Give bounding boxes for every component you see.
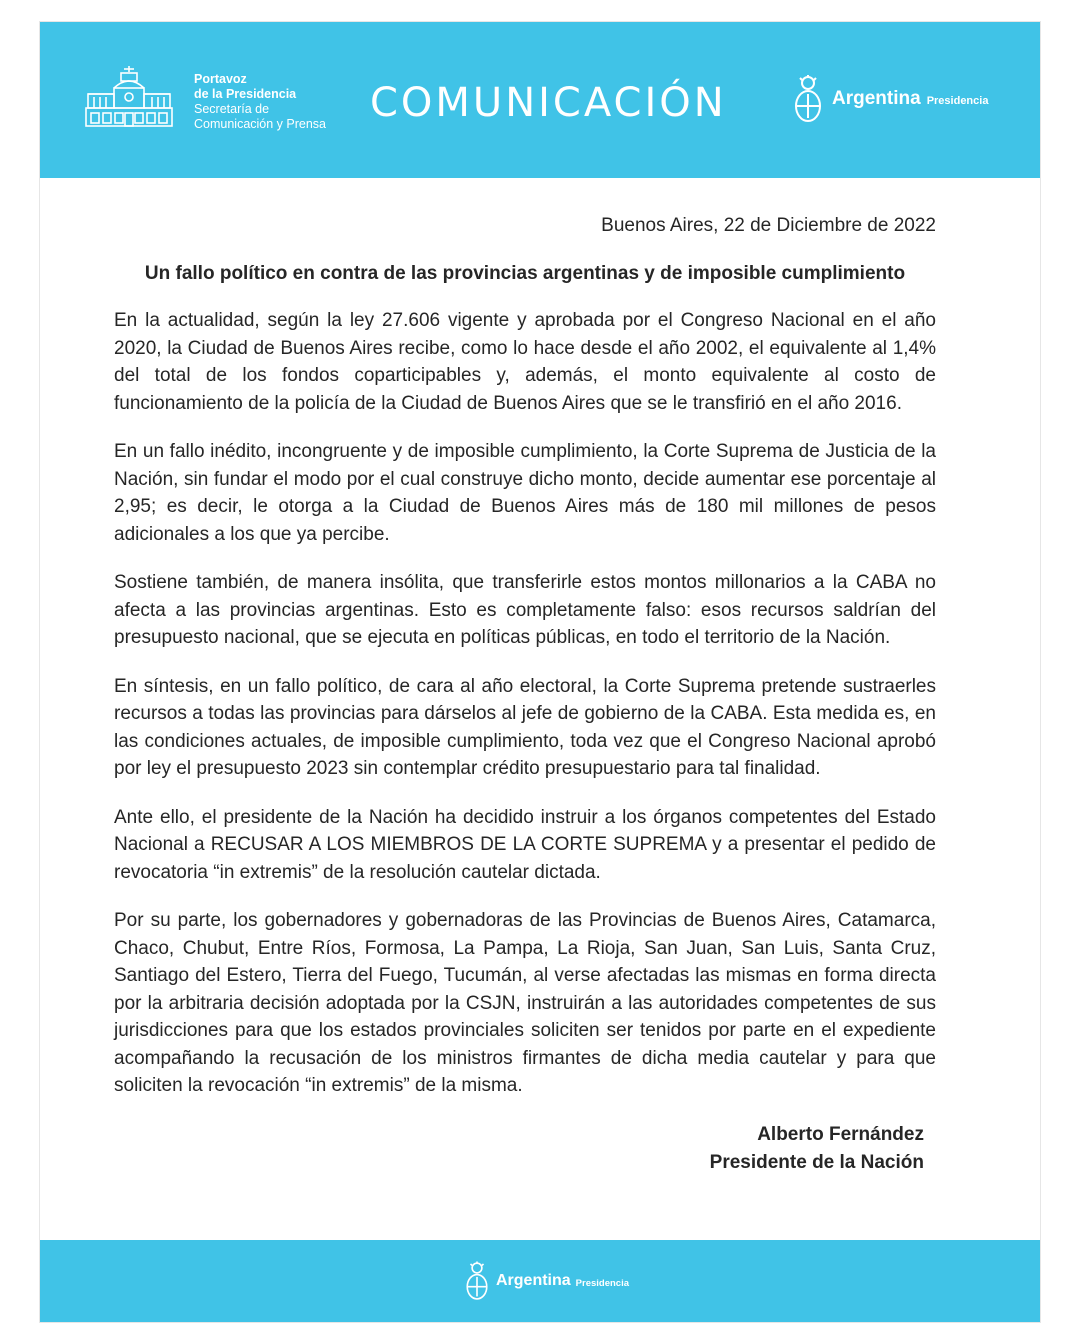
- portavoz-line-1: Portavoz: [194, 72, 247, 86]
- footer-logo-word: Argentina: [496, 1272, 571, 1289]
- document-title: Un fallo político en contra de las provincias argentinas y de imposible cumplimiento: [144, 262, 906, 284]
- paragraph-4: En síntesis, en un fallo político, de cara al año electoral, la Corte Suprema pretende sustraerles recursos a todas las provincias para dárselos al jefe de gobierno de la CABA. Esta medida es, en las condiciones actuales, de imposible cumplimiento, toda vez que el Congreso Nacional aprobó por ley el presupuesto 2023 sin contemplar crédito presupuestario para tal finalidad.: [114, 675, 936, 779]
- logo-word: Argentina: [832, 88, 921, 109]
- portavoz-line-2: de la Presidencia: [194, 87, 297, 101]
- footer-logo-sub: Presidencia: [575, 1277, 630, 1289]
- header-banner: [40, 22, 1040, 178]
- argentina-logo: [792, 72, 988, 126]
- footer-banner: [40, 1240, 1040, 1322]
- press-release-page: [40, 22, 1040, 1322]
- paragraph-2: En un fallo inédito, incongruente y de imposible cumplimiento, la Corte Suprema de Justicia de la Nación, sin fundar el modo por el cual construye dicho monto, decide aumentar ese porcentaje al 2,95; es decir, le otorga a la Ciudad de Buenos Aires más de 180 mil millones de pesos adicionales a los que ya percibe.: [114, 441, 936, 545]
- footer-escudo-icon: [464, 1260, 490, 1302]
- paragraph-3: Sostiene también, de manera insólita, que transferirle estos montos millonarios a la CABA no afecta a las provincias argentinas. Esto es completamente falso: esos recursos saldrían del presupuesto nacional, que se ejecuta en políticas públicas, en todo el territorio de la Nación.: [114, 572, 936, 648]
- logo-sub: Presidencia: [926, 95, 989, 107]
- paragraph-6: Por su parte, los gobernadores y gobernadoras de las Provincias de Buenos Aires, Catamarca, Chaco, Chubut, Entre Ríos, Formosa, La Pampa, La Rioja, San Juan, San Luis, Santa Cruz, Santiago del Estero, Tierra del Fuego, Tucumán, al verse afectadas las mismas en forma directa por la arbitraria decisión adoptada por la CSJN, instruirán a las autoridades competentes de sus jurisdicciones para que los estados provinciales soliciten ser tenidos por parte en el expediente acompañando la recusación de los ministros firmantes de dicha media cautelar y para que soliciten la revocación “in extremis” de la misma.: [114, 910, 936, 1096]
- portavoz-line-4: Comunicación y Prensa: [194, 117, 327, 131]
- escudo-icon: [792, 74, 824, 124]
- signature-block: [114, 1121, 936, 1177]
- header-title: COMUNICACIÓN: [370, 80, 727, 126]
- casa-rosada-icon: [84, 64, 174, 130]
- signature-role: Presidente de la Nación: [709, 1151, 924, 1173]
- signature-name: Alberto Fernández: [757, 1123, 924, 1145]
- paragraph-5: Ante ello, el presidente de la Nación ha decidido instruir a los órganos competentes del Estado Nacional a RECUSAR A LOS MIEMBROS DE LA CORTE SUPREMA y a presentar el pedido de revocatoria “in extremis” de la resolución cautelar dictada.: [114, 806, 936, 883]
- portavoz-line-3: Secretaría de: [194, 102, 270, 116]
- portavoz-label: [194, 72, 326, 132]
- footer-argentina-logo: [464, 1258, 629, 1304]
- paragraph-1: En la actualidad, según la ley 27.606 vigente y aprobada por el Congreso Nacional en el año 2020, la Ciudad de Buenos Aires recibe, como lo hace desde el año 2002, el equivalente al 1,4% del total de los fondos coparticipables y, además, el monto equivalente al costo de funcionamiento de la policía de la Ciudad de Buenos Aires que se le transfirió en el año 2016.: [114, 310, 936, 414]
- document-date: Buenos Aires, 22 de Diciembre de 2022: [601, 215, 936, 236]
- document-body: [114, 212, 936, 1177]
